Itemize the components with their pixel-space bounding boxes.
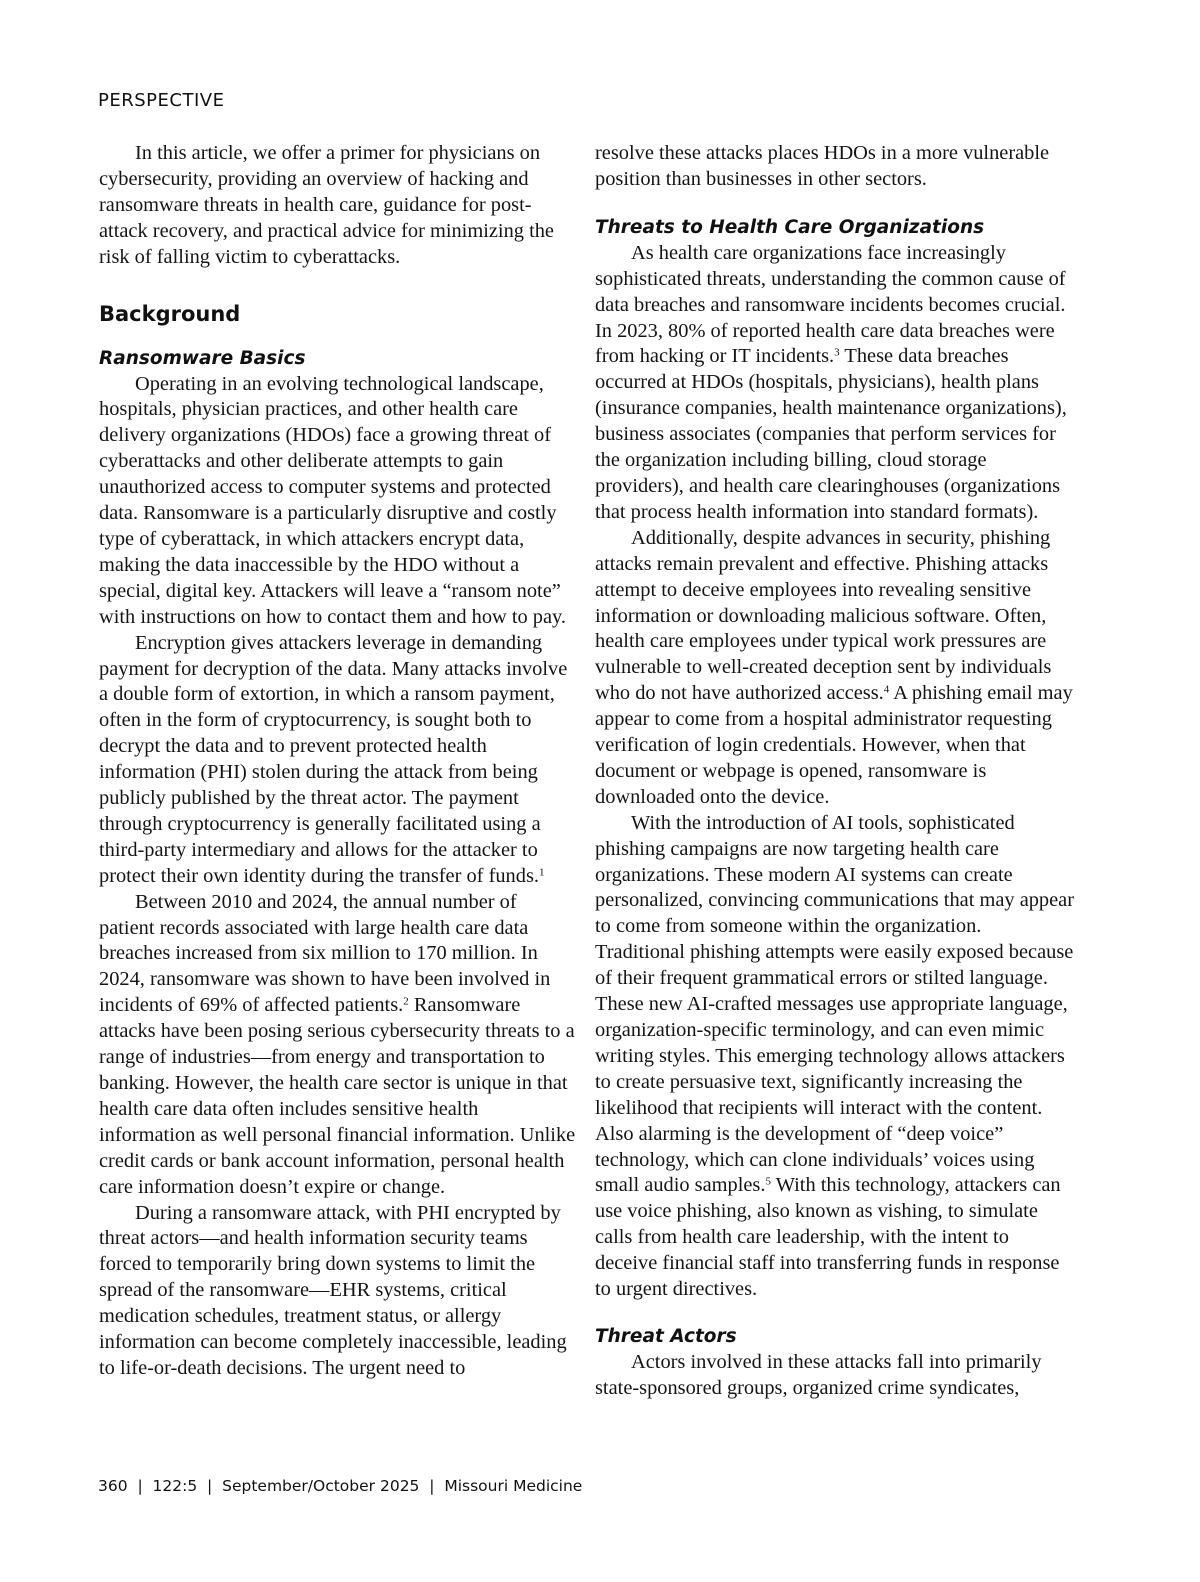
body-paragraph <box>595 241 1075 526</box>
body-paragraph <box>595 811 1075 1303</box>
threat-actors-heading: Threat Actors <box>595 1325 737 1347</box>
background-heading: Background <box>99 301 241 326</box>
footnote-ref[interactable]: 5 <box>765 1175 771 1188</box>
body-paragraph: Actors involved in these attacks fall into primarily state-sponsored groups, organized crime syndicates, <box>595 1350 1042 1399</box>
ransomware-basics-heading: Ransomware Basics <box>99 347 306 369</box>
paragraph-text: As health care organizations face increasingly sophisticated threats, understanding the common cause of data breaches and ransomware incidents becomes crucial. In 2023, 80% of reported health care data breaches were from hacking or IT incidents. <box>595 241 1066 368</box>
left-column <box>99 141 577 1382</box>
footnote-ref[interactable]: 3 <box>834 346 840 359</box>
threats-heading: Threats to Health Care Organizations <box>595 216 985 238</box>
body-paragraph <box>595 526 1075 811</box>
paragraph-text: A phishing email may appear to come from a hospital administrator requesting verification of login credentials. However, when that document or webpage is opened, ransomware is downloaded onto the device. <box>595 682 1073 808</box>
intro-paragraph: In this article, we offer a primer for physicians on cybersecurity, providing an overview of hacking and ransomware threats in health care, guidance for post-attack recovery, and practical advice for minimizing the risk of falling victim to cyberattacks. <box>99 142 554 268</box>
paragraph-text: Ransomware attacks have been posing serious cybersecurity threats to a range of industries—from energy and transportation to banking. However, the health care sector is unique in that health care data often includes sensitive health information as well personal financial information. Unlike credit cards or bank account information, personal health care information doesn’t expire or change. <box>99 994 576 1198</box>
footnote-ref[interactable]: 1 <box>538 866 545 879</box>
page-footer: 360 | 122:5 | September/October 2025 | Missouri Medicine <box>98 1477 583 1495</box>
footnote-ref[interactable]: 4 <box>883 683 890 696</box>
body-paragraph: Operating in an evolving technological landscape, hospitals, physician practices, and other health care delivery organizations (HDOs) face a growing threat of cyberattacks and other deliberate attempts to gain unauthorized access to computer systems and protected data. Ransomware is a particularly disruptive and costly type of cyberattack, in which attackers encrypt data, making the data inaccessible by the HDO without a special, digital key. Attackers will leave a “ransom note” with instructions on how to contact them and how to pay. <box>99 372 567 628</box>
right-column <box>595 141 1075 1402</box>
section-label: PERSPECTIVE <box>98 90 225 111</box>
paragraph-text: Between 2010 and 2024, the annual number of patient records associated with large health care data breaches increased from six million to 170 million. In 2024, ransomware was shown to have been involved in incidents of 69% of affected patients. <box>99 890 551 1017</box>
paragraph-text: Additionally, despite advances in security, phishing attacks remain prevalent and effective. Phishing attacks attempt to deceive employees into revealing sensitive information or downloading malicious software. Often, health care employees under typical work pressures are vulnerable to well-created deception sent by individuals who do not have authorized access. <box>595 526 1052 705</box>
paragraph-text: Encryption gives attackers leverage in demanding payment for decryption of the data. Many attacks involve a double form of extortion, in which a ransom payment, often in the form of cryptocurrency, is sought both to decrypt the data and to prevent protected health information (PHI) stolen during the attack from being publicly published by the threat actor. The payment through cryptocurrency is generally facilitated using a third-party intermediary and allows for the attacker to protect their own identity during the transfer of funds. <box>99 631 568 887</box>
body-paragraph: resolve these attacks places HDOs in a more vulnerable position than businesses in other sectors. <box>595 142 1050 190</box>
paragraph-text: With this technology, attackers can use voice phishing, also known as vishing, to simulate calls from health care leadership, with the intent to deceive financial staff into transferring funds in response to urgent directives. <box>595 1174 1061 1301</box>
body-paragraph <box>99 631 577 890</box>
paragraph-text: These data breaches occurred at HDOs (hospitals, physicians), health plans (insurance companies, health maintenance organizations), business associates (companies that perform services for the organization including billing, cloud storage providers), and health care clearinghouses (organizations that process health information into standard formats). <box>595 345 1067 523</box>
paragraph-text: With the introduction of AI tools, sophisticated phishing campaigns are now targeting health care organizations. These modern AI systems can create personalized, convincing communications that may appear to come from someone within the organization. Traditional phishing attempts were easily exposed because of their frequent grammatical errors or stilted language. These new AI-crafted messages use appropriate language, organization-specific terminology, and can even mimic writing styles. This emerging technology allows attackers to create persuasive text, significantly increasing the likelihood that recipients will interact with the content. Also alarming is the development of “deep voice” technology, which can clone individuals’ voices using small audio samples. <box>595 811 1075 1197</box>
body-paragraph: During a ransomware attack, with PHI encrypted by threat actors—and health information security teams forced to temporarily bring down systems to limit the spread of the ransomware—EHR systems, critical medication schedules, treatment status, or allergy information can become completely inaccessible, leading to life-or-death decisions. The urgent need to <box>99 1201 567 1379</box>
footnote-ref[interactable]: 2 <box>403 995 409 1008</box>
body-paragraph <box>99 890 577 1201</box>
